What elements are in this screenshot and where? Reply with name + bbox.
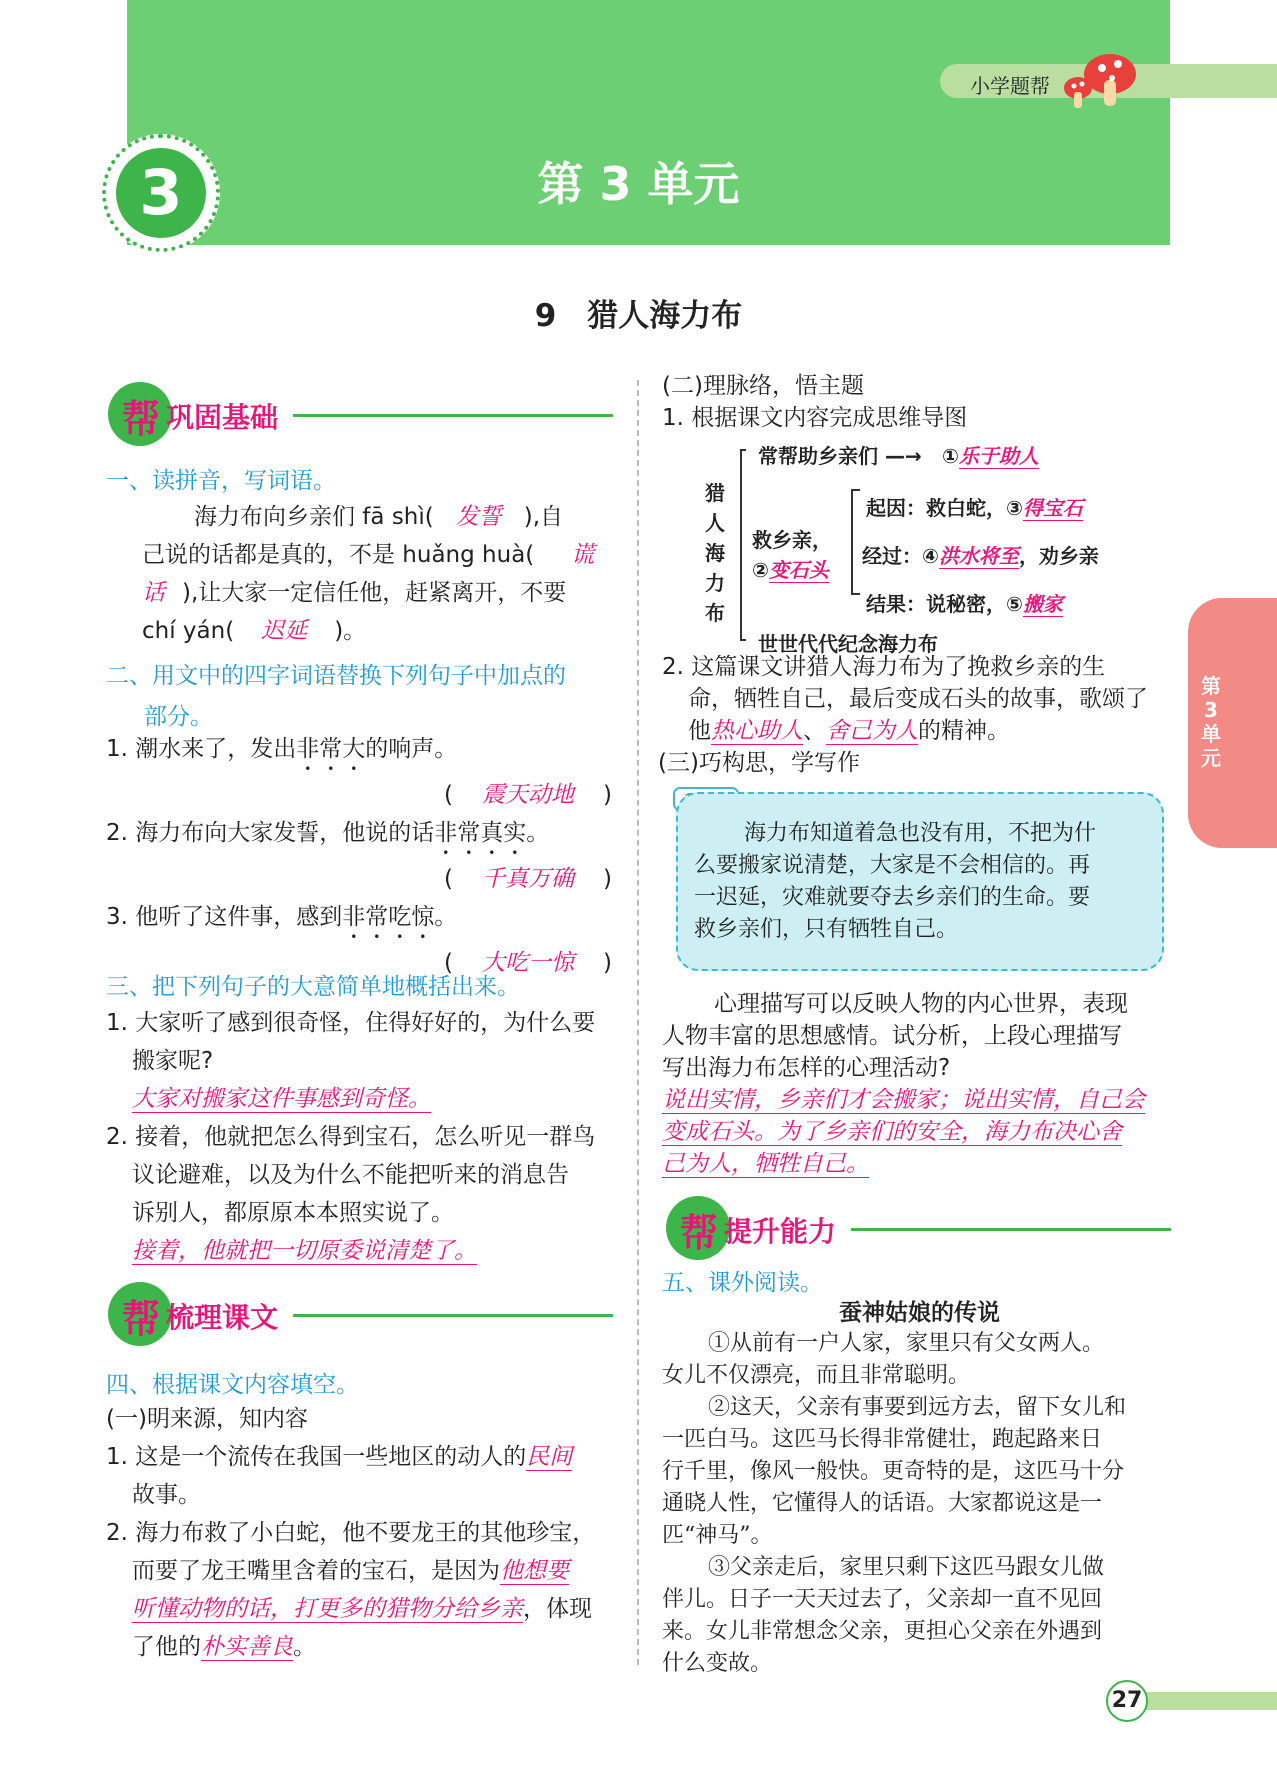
q3-items: 1. 大家听了感到很奇怪，住得好好的，为什么要 搬家呢? 大家对搬家这件事感到奇怪。 2. 接着，他就把怎么得到宝石，怎么听见一群鸟 议论避难，以及为什么不能把听来的消息告 诉别人，都原原本本照实说了。 接着，他就把一切原委说清楚了。 — [106, 1010, 596, 1264]
story-text: ①从前有一户人家，家里只有父女两人。 女儿不仅漂亮，而且非常聪明。 ②这天，父亲有事要到远方去，留下女儿和 一匹白马。这匹马长得非常健壮，跑起路来日 行千里，像风一般快。更奇特的是，这匹马十分 通晓人性，它懂得人的话语。大家都说这是一 匹“神马”。 ③父亲走后，家里只剩下这匹马跟女儿做 伴儿。日子一天天过去了，父亲却一直不见回 来。女儿非常想念父亲，更担心父亲在外遇到 什么变故。 — [662, 1331, 1127, 1676]
column-divider — [637, 380, 639, 1665]
mushroom-icon — [1060, 46, 1140, 116]
q2-items: 1. 潮水来了，发出非常大的响声。 ( 震天动地 ) 2. 海力布向大家发誓，他说的话非常真实。 ( 千真万确 ) 3. 他听了这件事，感到非常吃惊。 ( 大吃一惊 ) — [106, 736, 612, 976]
q4-items: (一)明来源，知内容 1. 这是一个流传在我国一些地区的动人的民间 故事。 2. 海力布救了小白蛇，他不要龙王的其他珍宝， 而要了龙王嘴里含着的宝石，是因为他想要 听懂动物的话，打更多的猎物分给乡亲，体现 了他的朴实善良。 — [106, 1406, 596, 1660]
right-intro: (二)理脉络，悟主题 1. 根据课文内容完成思维导图 — [662, 373, 968, 431]
side-tab-text: 第 3 单 元 — [1201, 674, 1221, 770]
mindmap-children: 起因：救白蛇，③得宝石 经过：④洪水将至，劝乡亲 结果：说秘密，⑤搬家 — [862, 496, 1099, 616]
lesson-title: 9 猎人海力布 — [534, 298, 743, 334]
page-number: 27 — [1106, 1680, 1148, 1722]
q5-title: 五、课外阅读。 — [662, 1270, 823, 1296]
brand-name: 小学题帮 — [970, 74, 1050, 98]
story-title: 蚕神姑娘的传说 — [839, 1300, 1000, 1326]
mindmap-bottom: 世世代代纪念海力布 — [758, 632, 938, 656]
unit-number: 3 — [116, 148, 206, 238]
q1-title: 一、读拼音，写词语。 — [106, 468, 336, 494]
section-sort-text: 帮 梳理课文 — [108, 1282, 613, 1346]
excerpt-text: 海力布知道着急也没有用，不把为什 么要搬家说清楚，大家是不会相信的。再 一迟延，灾难就要夺去乡亲们的生命。要 救乡亲们，只有牺牲自己。 — [694, 821, 1097, 942]
section-consolidate: 帮 巩固基础 — [108, 382, 613, 446]
q1-body: 海力布向乡亲们 fā shì( 发誓 ),自 己说的话都是真的，不是 huǎng huà( 谎 话 ),让大家一定信任他，赶紧离开，不要 chí yán( 迟延 )。 — [142, 504, 595, 644]
unit-title: 第 3 单元 — [537, 157, 740, 211]
right-q2: 2. 这篇课文讲猎人海力布为了挽救乡亲的生 命，牺牲自己，最后变成石头的故事，歌颂了 他热心助人、舍己为人的精神。 (三)巧构思，学写作 — [658, 654, 1148, 776]
q2-title: 二、用文中的四字词语替换下列句子中加点的 部分。 — [106, 663, 566, 730]
q4-title: 四、根据课文内容填空。 — [106, 1372, 359, 1398]
section-improve: 帮 提升能力 — [666, 1196, 1171, 1260]
q3-title: 三、把下列句子的大意简单地概括出来。 — [106, 974, 520, 1000]
psych-question: 心理描写可以反映人物的内心世界，表现 人物丰富的思想感情。试分析，上段心理描写 写出海力布怎样的心理活动? 说出实情，乡亲们才会搬家；说出实情，自己会 变成石头。为了乡亲们的安全，海力布决心舍 己为人，牺牲自己。 — [662, 991, 1145, 1177]
mindmap-root: 猎 人 海 力 布 — [705, 481, 725, 625]
mindmap-top: 常帮助乡亲们 —→ ①乐于助人 — [758, 444, 1039, 468]
mindmap-middle: 救乡亲， ②变石头 — [752, 528, 832, 582]
